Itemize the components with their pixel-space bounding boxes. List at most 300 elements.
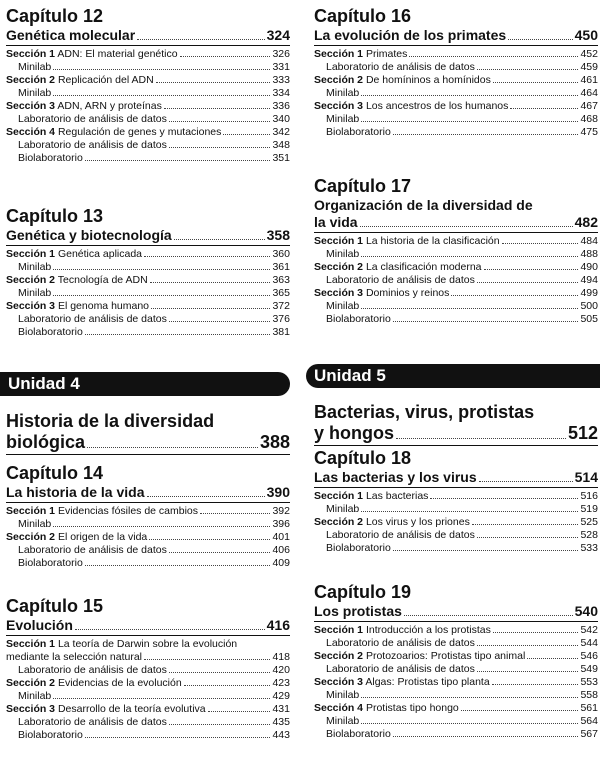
section-label: Sección 2 <box>6 274 56 286</box>
leader-dots <box>150 282 271 283</box>
entry-text: Minilab <box>18 261 52 273</box>
entry-text-wrap <box>314 503 359 516</box>
chapter-17 <box>314 176 598 326</box>
toc-section-entry[interactable] <box>6 300 290 313</box>
entry-text-wrap <box>314 274 475 287</box>
leader-dots <box>169 321 271 322</box>
toc-section-entry[interactable] <box>6 126 290 139</box>
entry-text: Laboratorio de análisis de datos <box>18 544 167 556</box>
chapter-19 <box>314 582 598 741</box>
toc-subentry[interactable] <box>314 728 598 741</box>
page-number: 482 <box>574 214 598 230</box>
entry-text-wrap <box>6 139 167 152</box>
entry-text: Minilab <box>326 715 360 727</box>
entry-text: Laboratorio de análisis de datos <box>18 664 167 676</box>
chapter-title: Capítulo 18 <box>314 448 412 468</box>
chapter-15 <box>6 596 290 742</box>
leader-dots <box>477 645 579 646</box>
entry-text-wrap <box>314 61 475 74</box>
page-number: 423 <box>272 677 290 689</box>
page-number: 340 <box>272 113 290 125</box>
toc-subentry[interactable] <box>314 300 598 313</box>
entry-text: Desarrollo de la teoría evolutiva <box>57 703 206 715</box>
entry-text-wrap <box>314 689 359 702</box>
entry-text-wrap <box>6 544 167 557</box>
page-number: 519 <box>580 503 598 515</box>
page-number: 516 <box>580 490 598 502</box>
page-number: 505 <box>580 313 598 325</box>
toc-subentry[interactable] <box>6 518 290 531</box>
section-label: Sección 2 <box>6 74 56 86</box>
toc-section-entry[interactable] <box>314 516 598 529</box>
page-number: 363 <box>272 274 290 286</box>
page-number: 452 <box>580 48 598 60</box>
toc-entry[interactable] <box>6 638 290 664</box>
section-label: Sección 4 <box>314 702 364 714</box>
page-number: 361 <box>272 261 290 273</box>
entry-list <box>6 248 290 339</box>
entry-text-wrap <box>6 100 162 113</box>
entry-text: Genética aplicada <box>57 248 143 260</box>
toc-subentry[interactable] <box>6 61 290 74</box>
page-number: 336 <box>272 100 290 112</box>
entry-text: Minilab <box>326 113 360 125</box>
page-number: 333 <box>272 74 290 86</box>
toc-subentry[interactable] <box>6 729 290 742</box>
toc-section-entry[interactable] <box>6 74 290 87</box>
section-label: Sección 1 <box>6 248 56 260</box>
page-number: 488 <box>580 248 598 260</box>
entry-text: Laboratorio de análisis de datos <box>326 61 475 73</box>
unit-heading[interactable] <box>314 423 598 446</box>
entry-text: Las bacterias <box>365 490 429 502</box>
toc-subentry[interactable] <box>314 503 598 516</box>
toc-section-entry[interactable] <box>314 74 598 87</box>
leader-dots <box>477 282 579 283</box>
leader-dots <box>169 724 271 725</box>
section-label: Sección 3 <box>6 100 56 112</box>
entry-list <box>314 48 598 139</box>
entry-text-wrap <box>314 715 359 728</box>
entry-text: Los virus y los priones <box>365 516 470 528</box>
leader-dots <box>53 269 270 270</box>
toc-section-entry[interactable] <box>314 48 598 61</box>
entry-text-wrap <box>314 624 491 637</box>
page-number: 459 <box>580 61 598 73</box>
unit-bar <box>306 364 600 388</box>
chapter-title: Capítulo 12 <box>6 6 104 26</box>
leader-dots <box>393 134 579 135</box>
chapter-heading[interactable] <box>6 227 290 246</box>
leader-dots <box>53 698 270 699</box>
toc-section-entry[interactable] <box>6 248 290 261</box>
leader-dots <box>430 498 578 499</box>
page-number: 467 <box>580 100 598 112</box>
entry-text-wrap <box>314 300 359 313</box>
section-label: Sección 1 <box>6 505 56 517</box>
entry-text: Minilab <box>326 689 360 701</box>
toc-subentry[interactable] <box>6 113 290 126</box>
toc-subentry[interactable] <box>6 326 290 339</box>
toc-section-entry[interactable] <box>314 261 598 274</box>
page-number: 500 <box>580 300 598 312</box>
leader-dots <box>164 108 271 109</box>
page-number: 429 <box>272 690 290 702</box>
chapter-16 <box>314 6 598 139</box>
section-label: Sección 2 <box>6 531 56 543</box>
page-number: 435 <box>272 716 290 728</box>
page-number: 420 <box>272 664 290 676</box>
page-number: 546 <box>580 650 598 662</box>
page-number: 431 <box>272 703 290 715</box>
toc-subentry[interactable] <box>6 152 290 165</box>
section-label: Sección 3 <box>6 300 56 312</box>
entry-text: Biolaboratorio <box>326 542 391 554</box>
chapter-heading[interactable] <box>314 27 598 46</box>
page-number: 533 <box>580 542 598 554</box>
toc-subentry[interactable] <box>6 87 290 100</box>
entry-text-wrap <box>6 87 51 100</box>
entry-text-wrap <box>314 637 475 650</box>
page-number: 464 <box>580 87 598 99</box>
toc-section-entry[interactable] <box>6 48 290 61</box>
toc-section-entry[interactable] <box>6 100 290 113</box>
chapter-heading[interactable] <box>6 27 290 46</box>
toc-subentry[interactable] <box>314 637 598 650</box>
page-number: 381 <box>272 326 290 338</box>
entry-text-wrap <box>6 729 83 742</box>
section-label: Sección 2 <box>314 650 364 662</box>
page-number: 334 <box>272 87 290 99</box>
page-number: 418 <box>272 651 290 663</box>
entry-text: Protozoarios: Protistas tipo animal <box>365 650 526 662</box>
entry-text: Laboratorio de análisis de datos <box>18 716 167 728</box>
leader-dots <box>169 121 271 122</box>
page-number: 450 <box>574 27 598 43</box>
chapter-heading-label: la vida <box>314 214 358 230</box>
toc-subentry[interactable] <box>6 139 290 152</box>
leader-dots <box>451 295 578 296</box>
toc-subentry[interactable] <box>314 529 598 542</box>
entry-text: Minilab <box>18 287 52 299</box>
toc-subentry[interactable] <box>314 313 598 326</box>
page-number: 406 <box>272 544 290 556</box>
entry-text: Los ancestros de los humanos <box>365 100 509 112</box>
entry-text: Biolaboratorio <box>18 729 83 741</box>
toc-section-entry[interactable] <box>314 650 598 663</box>
toc-subentry[interactable] <box>6 313 290 326</box>
toc-subentry[interactable] <box>314 61 598 74</box>
toc-section-entry[interactable] <box>314 702 598 715</box>
toc-subentry[interactable] <box>314 274 598 287</box>
page-number: 549 <box>580 663 598 675</box>
entry-text: Minilab <box>326 503 360 515</box>
entry-text-wrap <box>6 518 51 531</box>
section-label: Sección 2 <box>314 516 364 528</box>
unit-heading-label: biológica <box>6 432 86 452</box>
entry-text: Biolaboratorio <box>326 126 391 138</box>
toc-section-entry[interactable] <box>6 531 290 544</box>
leader-dots <box>361 723 578 724</box>
leader-dots <box>393 550 579 551</box>
entry-text: De homíninos a homínidos <box>365 74 491 86</box>
entry-text-wrap <box>314 261 482 274</box>
section-label: Sección 1 <box>6 48 56 60</box>
entry-text-wrap <box>6 677 182 690</box>
toc-entry-line1 <box>6 638 290 651</box>
leader-dots <box>477 537 579 538</box>
page-number: 360 <box>272 248 290 260</box>
entry-text-wrap <box>314 728 391 741</box>
toc-section-entry[interactable] <box>6 703 290 716</box>
entry-text: ADN: El material genético <box>57 48 178 60</box>
leader-dots <box>156 82 271 83</box>
section-label: Sección 3 <box>314 287 364 299</box>
entry-text-wrap <box>6 48 178 61</box>
entry-text-wrap <box>6 557 83 570</box>
entry-text-wrap <box>314 74 491 87</box>
toc-subentry[interactable] <box>6 664 290 677</box>
entry-text-wrap <box>314 248 359 261</box>
chapter-heading-line1: Organización de la diversidad de <box>314 197 533 213</box>
chapter-heading[interactable] <box>6 484 290 503</box>
leader-dots <box>85 737 271 738</box>
entry-text-wrap <box>6 74 154 87</box>
toc-subentry[interactable] <box>314 542 598 555</box>
entry-text: Laboratorio de análisis de datos <box>18 313 167 325</box>
unit-heading[interactable] <box>6 432 290 455</box>
toc-section-entry[interactable] <box>314 100 598 113</box>
entry-text-wrap <box>6 690 51 703</box>
section-label: Sección 1 <box>314 490 364 502</box>
leader-dots <box>510 108 578 109</box>
page-number: 494 <box>580 274 598 286</box>
chapter-heading[interactable] <box>314 469 598 488</box>
page-number: 392 <box>272 505 290 517</box>
section-label: Sección 1 <box>6 638 56 650</box>
page-number: 499 <box>580 287 598 299</box>
leader-dots <box>502 243 579 244</box>
page-number: 553 <box>580 676 598 688</box>
entry-text-wrap <box>314 287 449 300</box>
leader-dots <box>169 147 271 148</box>
page-number: 564 <box>580 715 598 727</box>
leader-dots <box>184 685 271 686</box>
leader-dots <box>461 710 579 711</box>
entry-text: Tecnología de ADN <box>57 274 148 286</box>
toc-subentry[interactable] <box>314 87 598 100</box>
toc-section-entry[interactable] <box>314 624 598 637</box>
leader-dots <box>396 438 566 439</box>
toc-subentry[interactable] <box>314 248 598 261</box>
page-number: 324 <box>266 27 290 43</box>
toc-subentry[interactable] <box>6 287 290 300</box>
toc-section-entry[interactable] <box>6 677 290 690</box>
toc-subentry[interactable] <box>6 557 290 570</box>
page-number: 331 <box>272 61 290 73</box>
page-number: 326 <box>272 48 290 60</box>
leader-dots <box>85 565 271 566</box>
section-label: Sección 1 <box>314 235 364 247</box>
toc-section-entry[interactable] <box>6 274 290 287</box>
chapter-heading[interactable] <box>314 603 598 622</box>
chapter-title: Capítulo 16 <box>314 6 412 26</box>
entry-text: Laboratorio de análisis de datos <box>326 663 475 675</box>
toc-subentry[interactable] <box>6 716 290 729</box>
page-number: 390 <box>266 484 290 500</box>
leader-dots <box>484 269 579 270</box>
unit-title: Historia de la diversidad <box>6 411 215 431</box>
chapter-heading[interactable] <box>6 617 290 636</box>
entry-text: Minilab <box>18 690 52 702</box>
chapter-heading-label: La historia de la vida <box>6 484 145 500</box>
section-label: Sección 1 <box>314 624 364 636</box>
page-number: 348 <box>272 139 290 151</box>
page-number: 540 <box>574 603 598 619</box>
leader-dots <box>87 447 258 448</box>
entry-text: El genoma humano <box>57 300 150 312</box>
page-number: 528 <box>580 529 598 541</box>
leader-dots <box>169 552 271 553</box>
unit-title: Bacterias, virus, protistas <box>314 402 535 422</box>
leader-dots <box>361 256 578 257</box>
entry-text: Laboratorio de análisis de datos <box>326 274 475 286</box>
entry-text: El origen de la vida <box>57 531 148 543</box>
page-number: 558 <box>580 689 598 701</box>
entry-text: Biolaboratorio <box>326 728 391 740</box>
leader-dots <box>169 672 271 673</box>
chapter-title: Capítulo 14 <box>6 463 104 483</box>
entry-text-wrap <box>6 287 51 300</box>
entry-text: La historia de la clasificación <box>365 235 500 247</box>
unit-label: Unidad 4 <box>8 374 80 393</box>
section-label: Sección 2 <box>314 261 364 273</box>
toc-section-entry[interactable] <box>314 676 598 689</box>
leader-dots <box>208 711 271 712</box>
entry-text-wrap <box>314 490 428 503</box>
entry-text-continued: mediante la selección natural <box>6 651 142 663</box>
entry-text: Laboratorio de análisis de datos <box>326 637 475 649</box>
section-label: Sección 3 <box>314 676 364 688</box>
section-label: Sección 2 <box>6 677 56 689</box>
entry-text-wrap <box>314 516 470 529</box>
page-number: 567 <box>580 728 598 740</box>
toc-subentry[interactable] <box>6 261 290 274</box>
chapter-heading[interactable] <box>314 214 598 233</box>
page-number: 461 <box>580 74 598 86</box>
chapter-title: Capítulo 13 <box>6 206 104 226</box>
entry-list <box>6 505 290 570</box>
entry-text-wrap <box>314 126 391 139</box>
toc-subentry[interactable] <box>6 690 290 703</box>
leader-dots <box>85 334 271 335</box>
entry-text-wrap <box>314 676 490 689</box>
page-number: 342 <box>272 126 290 138</box>
page-number: 514 <box>574 469 598 485</box>
leader-dots <box>53 295 270 296</box>
leader-dots <box>53 526 270 527</box>
entry-text: Minilab <box>326 87 360 99</box>
leader-dots <box>137 39 264 40</box>
toc-section-entry[interactable] <box>314 235 598 248</box>
entry-list <box>314 624 598 741</box>
entry-text-wrap <box>314 235 500 248</box>
leader-dots <box>493 82 579 83</box>
leader-dots <box>361 308 578 309</box>
entry-text-wrap <box>6 703 206 716</box>
leader-dots <box>472 524 579 525</box>
entry-text: Minilab <box>326 300 360 312</box>
toc-subentry[interactable] <box>314 689 598 702</box>
toc-subentry[interactable] <box>6 544 290 557</box>
entry-text-wrap <box>6 261 51 274</box>
page-number: 544 <box>580 637 598 649</box>
entry-list <box>314 235 598 326</box>
section-label: Sección 1 <box>314 48 364 60</box>
toc-section-entry[interactable] <box>6 505 290 518</box>
leader-dots <box>409 56 578 57</box>
unit-label: Unidad 5 <box>314 366 386 385</box>
toc-subentry[interactable] <box>314 663 598 676</box>
entry-text-wrap <box>314 702 459 715</box>
chapter-heading-label: La evolución de los primates <box>314 27 507 43</box>
chapter-heading-label: Genética molecular <box>6 27 136 43</box>
entry-list <box>6 48 290 165</box>
entry-text: Dominios y reinos <box>365 287 450 299</box>
entry-text: ADN, ARN y proteínas <box>57 100 162 112</box>
entry-text: Minilab <box>18 87 52 99</box>
page-number: 365 <box>272 287 290 299</box>
leader-dots <box>477 69 579 70</box>
entry-text-wrap <box>6 126 221 139</box>
leader-dots <box>508 39 572 40</box>
leader-dots <box>360 226 573 227</box>
entry-text: Minilab <box>18 61 52 73</box>
entry-text: La clasificación moderna <box>365 261 482 273</box>
page-number: 351 <box>272 152 290 164</box>
chapter-heading-label: Las bacterias y los virus <box>314 469 477 485</box>
toc-subentry[interactable] <box>314 113 598 126</box>
entry-text-wrap <box>6 313 167 326</box>
entry-text: Regulación de genes y mutaciones <box>57 126 222 138</box>
page-number: 372 <box>272 300 290 312</box>
leader-dots <box>361 697 578 698</box>
chapter-12 <box>6 6 290 165</box>
chapter-14 <box>6 463 290 570</box>
leader-dots <box>477 671 579 672</box>
page-number: 376 <box>272 313 290 325</box>
toc-subentry[interactable] <box>314 126 598 139</box>
page-number: 475 <box>580 126 598 138</box>
entry-text-wrap <box>6 300 149 313</box>
toc-subentry[interactable] <box>314 715 598 728</box>
toc-section-entry[interactable] <box>314 287 598 300</box>
chapter-13 <box>6 206 290 339</box>
chapter-title: Capítulo 19 <box>314 582 412 602</box>
page-number: 409 <box>272 557 290 569</box>
entry-text-wrap <box>314 650 525 663</box>
section-label: Sección 3 <box>6 703 56 715</box>
leader-dots <box>75 629 265 630</box>
leader-dots <box>53 95 270 96</box>
entry-text-wrap <box>314 48 407 61</box>
toc-section-entry[interactable] <box>314 490 598 503</box>
entry-text-wrap <box>6 248 142 261</box>
leader-dots <box>144 659 270 660</box>
entry-text-wrap <box>6 113 167 126</box>
chapter-title: Capítulo 17 <box>314 176 412 196</box>
leader-dots <box>479 481 573 482</box>
